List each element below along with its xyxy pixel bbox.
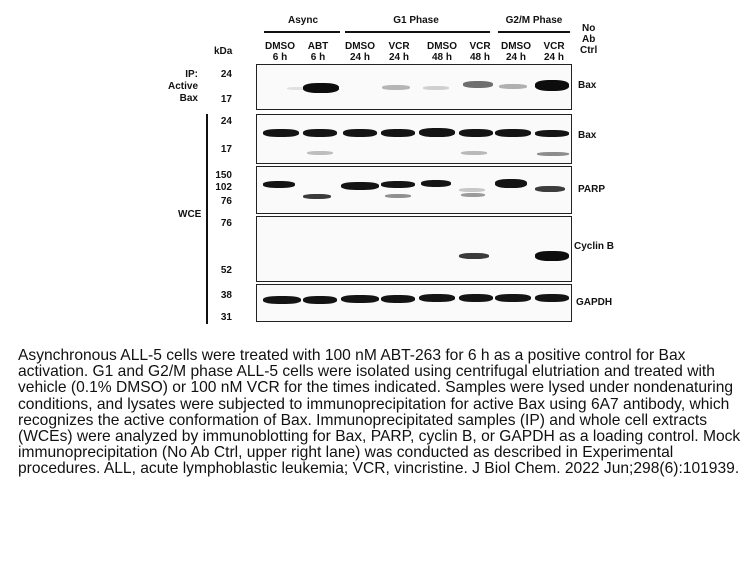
band [263, 181, 295, 188]
band [341, 295, 379, 303]
group-label-async: Async [287, 15, 318, 26]
lane-3-time: 24 h [349, 52, 370, 63]
kda-label: kDa [214, 46, 233, 57]
lane-6-treatment: VCR [469, 41, 491, 52]
band [263, 296, 301, 304]
noab-line-3: Ctrl [580, 45, 598, 56]
wce-bracket [206, 114, 208, 324]
group-underline-g1 [345, 31, 490, 33]
lane-7-treatment: DMSO [501, 41, 531, 52]
lane-6-time: 48 h [469, 52, 490, 63]
figure-caption: Asynchronous ALL-5 cells were treated with 100 nM ABT-263 for 6 h as a positive control for Bax activation. G1 and G2/M phase ALL-5 cells were isolated using centrifugal elutriation and treated with vehicle (0.1% DMSO) or 100 nM VCR for the times indicated. Samples were lysed under nondenaturing conditions, and lysates were subjected to immunoprecipitation for active Bax using 6A7 antibody, which recognizes the active conformation of Bax. Immunoprecipitated samples (IP) and whole cell extracts (WCEs) were analyzed by immunoblotting for Bax, PARP, cyclin B, or GAPDH as a loading control. Mock immunoprecipitation (No Ab Ctrl, upper right lane) was conducted as described in Experimental procedures. ALL, acute lymphoblastic leukemia; VCR, vincristine. J Biol Chem. 2022 Jun;298(6):101939. [18, 347, 741, 478]
band-vcr-g2m-active-bax [535, 80, 569, 91]
marker-cyclinb-52: 52 [220, 265, 232, 276]
lane-5-treatment: DMSO [427, 41, 457, 52]
marker-ip-17: 17 [220, 94, 232, 105]
band [423, 86, 449, 90]
blot-panel-parp [256, 166, 572, 214]
band [459, 253, 489, 259]
band [463, 81, 493, 88]
band [419, 128, 455, 137]
band [499, 84, 527, 89]
ip-label-line-2: Active [167, 81, 198, 92]
band [535, 186, 565, 192]
group-label-g1: G1 Phase [393, 15, 439, 26]
wce-label: WCE [178, 209, 202, 220]
band [303, 296, 337, 304]
band [535, 294, 569, 302]
band [381, 295, 415, 303]
ip-label-line-3: Bax [179, 93, 198, 104]
band [341, 182, 379, 190]
panel-label-gapdh: GAPDH [576, 297, 613, 308]
band [459, 129, 493, 137]
marker-parp-150: 150 [215, 170, 232, 181]
band [381, 181, 415, 188]
lane-1-time: 6 h [272, 52, 288, 63]
band [495, 129, 531, 137]
noab-line-2: Ab [582, 34, 596, 45]
blot-panel-wce-bax [256, 114, 572, 164]
noab-line-1: No [582, 23, 596, 34]
band [495, 294, 531, 302]
band [537, 152, 569, 156]
marker-ip-24: 24 [220, 69, 232, 80]
lane-2-time: 6 h [310, 52, 326, 63]
band [263, 129, 299, 137]
lane-8-treatment: VCR [543, 41, 565, 52]
lane-1-treatment: DMSO [265, 41, 295, 52]
band [419, 294, 455, 302]
panel-label-ip-bax: Bax [578, 80, 597, 91]
lane-4-time: 24 h [388, 52, 409, 63]
band [459, 294, 493, 302]
lane-4-treatment: VCR [388, 41, 410, 52]
band [421, 180, 451, 187]
marker-wce-bax-17: 17 [220, 144, 232, 155]
panel-label-wce-bax: Bax [578, 130, 597, 141]
band [535, 130, 569, 137]
panel-label-cyclin-b: Cyclin B [574, 241, 615, 252]
marker-parp-76: 76 [220, 196, 232, 207]
group-underline-async [264, 31, 340, 33]
marker-gapdh-31: 31 [220, 312, 232, 323]
band [461, 193, 485, 197]
blot-panel-ip-bax [256, 64, 572, 110]
band [535, 251, 569, 261]
marker-cyclinb-76: 76 [220, 218, 232, 229]
band [459, 188, 485, 192]
band [461, 151, 487, 155]
lane-3-treatment: DMSO [345, 41, 375, 52]
band [303, 129, 337, 137]
lane-8-time: 24 h [543, 52, 564, 63]
panel-label-parp: PARP [578, 184, 606, 195]
band [303, 194, 331, 199]
band [307, 151, 333, 155]
lane-7-time: 24 h [505, 52, 526, 63]
band [495, 179, 527, 188]
blot-panel-cyclin-b [256, 216, 572, 282]
band-abt-active-bax [303, 83, 339, 93]
band [343, 129, 377, 137]
group-label-g2m: G2/M Phase [505, 15, 563, 26]
band [385, 194, 411, 198]
band [381, 129, 415, 137]
marker-parp-102: 102 [215, 182, 232, 193]
ip-label-line-1: IP: [185, 69, 198, 80]
marker-wce-bax-24: 24 [220, 116, 232, 127]
group-underline-g2m [498, 31, 570, 33]
blot-panel-gapdh [256, 284, 572, 322]
band [382, 85, 410, 90]
marker-gapdh-38: 38 [220, 290, 232, 301]
lane-5-time: 48 h [431, 52, 452, 63]
lane-2-treatment: ABT [307, 41, 329, 52]
